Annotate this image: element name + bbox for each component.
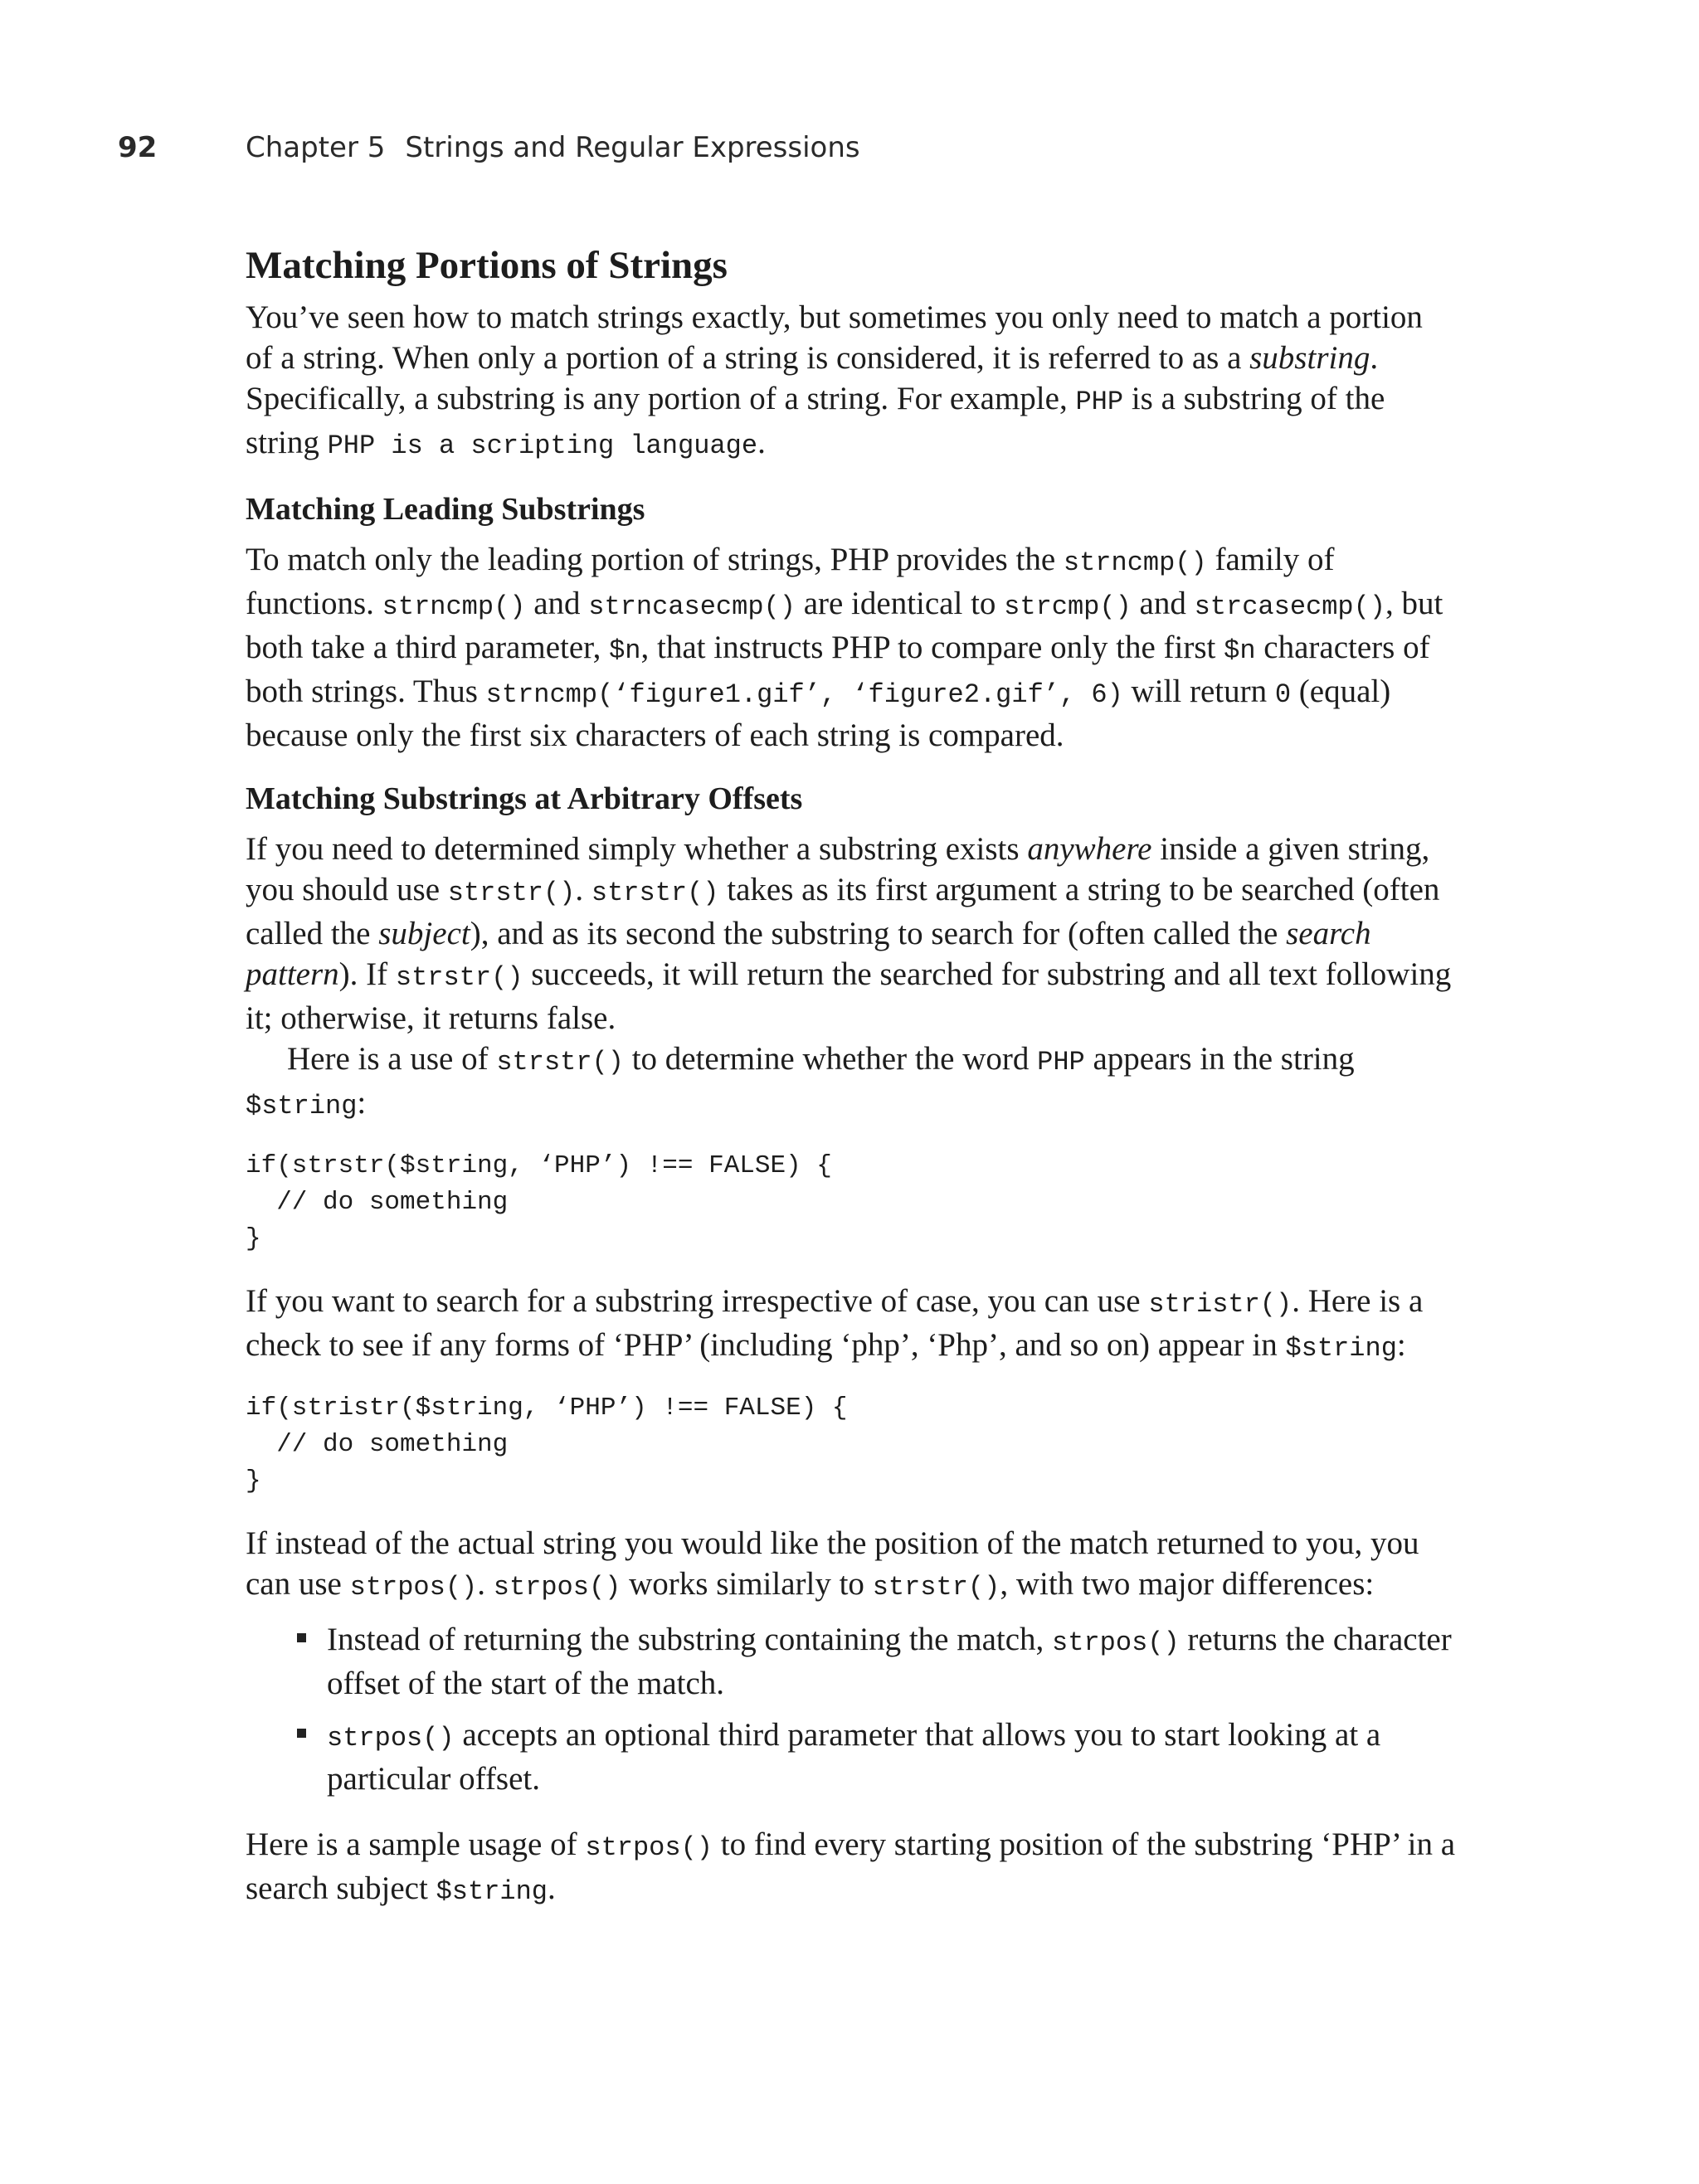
list-item: strpos() accepts an optional third parameter that allows you to start looking at a particular offset.	[246, 1715, 1457, 1799]
running-header	[0, 131, 1699, 178]
stristr-paragraph: If you want to search for a substring irrespective of case, you can use stristr(). Here is a check to see if any forms of ‘PHP’ (including ‘php’, ‘Php’, and so on) appear in $string:	[246, 1283, 1424, 1364]
strstr-usage-paragraph: Here is a use of strstr() to determine whether the word PHP appears in the string $string:	[246, 1041, 1355, 1121]
leading-substrings-paragraph: To match only the leading portion of strings, PHP provides the strncmp() family of functions. strncmp() and strncasecmp() are identical to strcmp() and strcasecmp(), but both take a third parameter, $n, that instructs PHP to compare only the first $n characters of both strings. Thus strncmp(‘figure1.gif’, ‘figure2.gif’, 6) will return 0 (equal) because only the first six characters of each string is compared.	[246, 542, 1443, 753]
code-block-strstr: if(strstr($string, ‘PHP’) !== FALSE) { // do something }	[246, 1151, 832, 1253]
chapter-heading	[246, 131, 860, 164]
chapter-title: Strings and Regular Expressions	[405, 131, 860, 164]
page-number: 92	[118, 131, 158, 164]
chapter-label: Chapter 5	[246, 131, 386, 164]
list-item: Instead of returning the substring containing the match, strpos() returns the character offset of the start of the match.	[246, 1619, 1457, 1704]
strpos-paragraph: If instead of the actual string you would like the position of the match returned to you, you can use strpos(). strpos() works similarly to strstr(), with two major differences:	[246, 1525, 1419, 1603]
bullet-icon	[297, 1729, 306, 1738]
section-intro-paragraph: You’ve seen how to match strings exactly, but sometimes you only need to match a portion of a string. When only a portion of a string is considered, it is referred to as a substring. Specifically, a substring is any portion of a string. For example, PHP is a substring of the string PHP is a scripting language.	[246, 299, 1423, 461]
strpos-sample-paragraph: Here is a sample usage of strpos() to find every starting position of the substring ‘PHP’ in a search subject $string.	[246, 1826, 1456, 1907]
code-block-stristr: if(stristr($string, ‘PHP’) !== FALSE) { // do something }	[246, 1394, 848, 1496]
section-title: Matching Portions of Strings	[246, 244, 728, 287]
subsection-title-arbitrary: Matching Substrings at Arbitrary Offsets	[246, 781, 803, 816]
differences-list	[246, 1619, 1457, 1799]
strstr-paragraph: If you need to determined simply whether a substring exists anywhere inside a given string, you should use strstr(). strstr() takes as its first argument a string to be searched (often called the subject), and as its second the substring to search for (often called the search pattern). If strstr() succeeds, it will return the searched for substring and all text following it; otherwise, it returns false.	[246, 831, 1452, 1036]
bullet-icon	[297, 1633, 306, 1642]
page-body	[246, 241, 1457, 1912]
subsection-title-leading: Matching Leading Substrings	[246, 492, 645, 527]
